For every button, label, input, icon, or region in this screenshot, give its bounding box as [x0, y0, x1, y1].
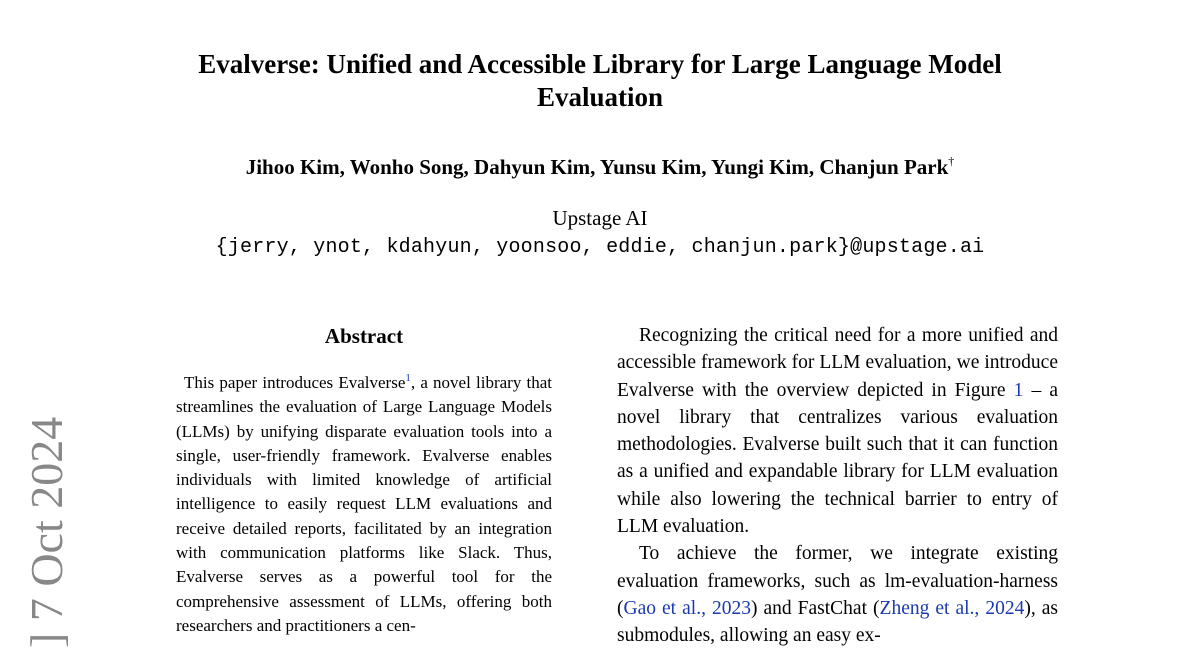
- p2-text-mid: ) and FastChat (: [750, 597, 880, 619]
- affiliation: Upstage AI: [552, 206, 648, 230]
- intro-column: [617, 322, 1058, 650]
- intro-paragraph-1: [617, 322, 1058, 540]
- citation-gao-link[interactable]: Gao et al., 2023: [623, 597, 751, 619]
- p1-text-start: Recognizing the critical need for a more unified and accessible framework for LLM evaluation, we introduce Evalverse with the overview depicted in Figure: [617, 325, 1058, 401]
- arxiv-side-stamp: ] 7 Oct 2024: [21, 416, 72, 648]
- p2-text-end: ), as submodules, allowing an easy ex-: [617, 597, 1058, 647]
- abstract-text-start: This paper introduces Evalverse: [184, 373, 406, 392]
- abstract-heading: Abstract: [324, 324, 404, 348]
- p2-text-start: To achieve the former, we integrate existing evaluation frameworks, such as lm-evaluation-harness (: [617, 543, 1058, 619]
- abstract-text-rest: , a novel library that streamlines the evaluation of Large Language Models (LLMs) by unifying disparate evaluation tools into a single, user-friendly framework. Evalverse enables individuals with limited knowledge of artificial intelligence to easily request LLM evaluations and receive detailed reports, facilitated by an integration with communication platforms like Slack. Thus, Evalverse serves as a powerful tool for the comprehensive assessment of LLMs, offering both researchers and practitioners a cen-: [176, 373, 552, 635]
- citation-zheng-link[interactable]: Zheng et al., 2024: [879, 597, 1025, 619]
- author-names: Jihoo Kim, Wonho Song, Dahyun Kim, Yunsu Kim, Yungi Kim, Chanjun Park: [245, 155, 949, 179]
- abstract-body: [176, 366, 552, 638]
- figure-ref-link[interactable]: 1: [1013, 379, 1024, 401]
- paper-title: Evalverse: Unified and Accessible Library for Large Language Model Evaluation: [198, 49, 1002, 112]
- author-dagger-mark: †: [948, 154, 955, 168]
- author-list: [140, 147, 1060, 181]
- author-emails: {jerry, ynot, kdahyun, yoonsoo, eddie, chanjun.park}@upstage.ai: [215, 236, 985, 259]
- footnote-link[interactable]: 1: [405, 372, 411, 384]
- p1-text-end: – a novel library that centralizes various evaluation methodologies. Evalverse built such that it can function as a unified and expandable library for LLM evaluation while also lowering the technical barrier to entry of LLM evaluation.: [617, 379, 1059, 538]
- abstract-paragraph: [176, 366, 552, 638]
- intro-paragraph-2: [617, 540, 1058, 649]
